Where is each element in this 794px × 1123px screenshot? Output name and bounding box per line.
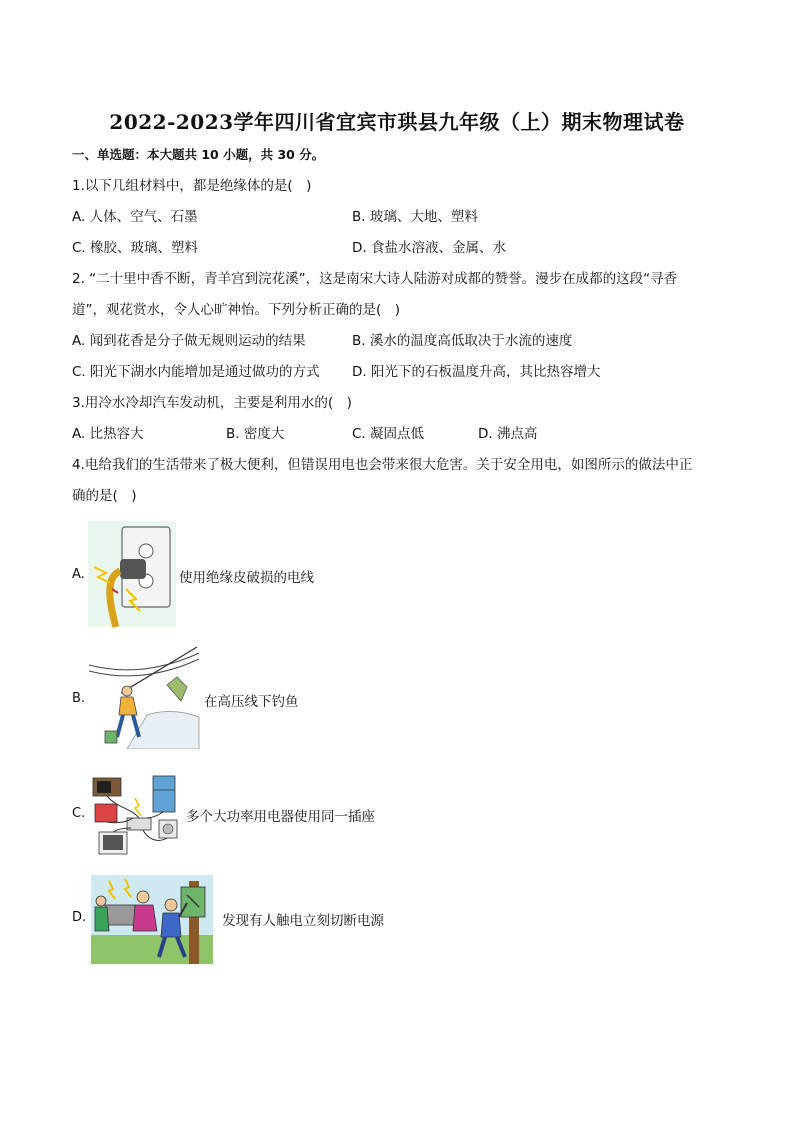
question-3-option-b: B. 密度大	[226, 426, 285, 442]
question-2-option-a: A. 闻到花香是分子做无规则运动的结果	[72, 333, 306, 349]
question-3-option-a: A. 比热容大	[72, 426, 144, 442]
section-heading: 一、单选题：本大题共 10 小题，共 30 分。	[72, 147, 325, 162]
question-4-option-b-label: B.	[72, 691, 86, 706]
question-1-option-d: D. 食盐水溶液、金属、水	[352, 240, 506, 256]
question-2-option-d: D. 阳光下的石板温度升高，其比热容增大	[352, 364, 601, 380]
overloaded-socket-icon	[87, 768, 185, 860]
question-1-stem: 1.以下几组材料中，都是绝缘体的是( )	[72, 178, 312, 194]
question-4-option-b-text: 在高压线下钓鱼	[204, 694, 299, 710]
question-2-option-c: C. 阳光下湖水内能增加是通过做功的方式	[72, 364, 320, 380]
page-title: 2022-2023学年四川省宜宾市珙县九年级（上）期末物理试卷	[109, 110, 685, 134]
question-3-option-d: D. 沸点高	[478, 426, 538, 442]
question-1-option-a: A. 人体、空气、石墨	[72, 209, 198, 225]
question-1-option-c: C. 橡胶、玻璃、塑料	[72, 240, 199, 256]
question-3-stem: 3.用冷水冷却汽车发动机，主要是利用水的( )	[72, 395, 352, 411]
question-4-stem-line-1: 4.电给我们的生活带来了极大便利，但错误用电也会带来很大危害。关于安全用电，如图所示的做法中正	[72, 457, 693, 473]
question-2-stem-line-2: 道”，观花赏水，令人心旷神怡。下列分析正确的是( )	[72, 302, 401, 318]
question-4-option-a-text: 使用绝缘皮破损的电线	[179, 570, 314, 586]
question-4-option-a-label: A.	[72, 567, 85, 582]
question-1-option-b: B. 玻璃、大地、塑料	[352, 209, 478, 225]
question-4-stem-line-2: 确的是( )	[72, 488, 137, 504]
cut-power-rescue-icon	[91, 875, 213, 964]
damaged-wire-plug-icon	[86, 519, 178, 629]
question-3-option-c: C. 凝固点低	[352, 426, 425, 442]
question-2-stem-line-1: 2. “二十里中香不断，青羊宫到浣花溪”，这是南宋大诗人陆游对成都的赞誉。漫步在成都的这段“寻香	[72, 271, 678, 287]
question-4-option-d-text: 发现有人触电立刻切断电源	[222, 913, 384, 929]
question-4-option-c-label: C.	[72, 806, 86, 821]
question-2-option-b: B. 溪水的温度高低取决于水流的速度	[352, 333, 573, 349]
question-4-option-d-label: D.	[72, 910, 87, 925]
fishing-under-power-line-icon	[87, 645, 201, 749]
question-4-option-c-text: 多个大功率用电器使用同一插座	[186, 809, 375, 825]
